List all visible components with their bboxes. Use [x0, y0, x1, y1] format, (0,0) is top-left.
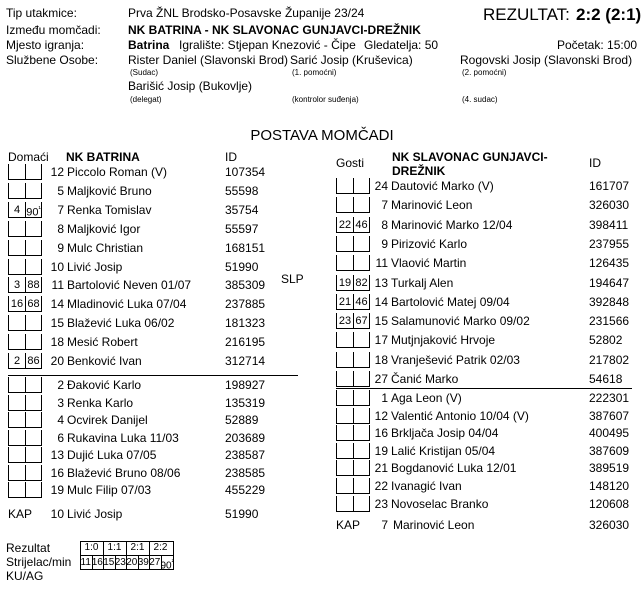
away-starter-cell-a: 21: [336, 294, 353, 310]
away-starter-id: 194647: [589, 275, 630, 290]
mjesto-value: Batrina: [128, 38, 170, 52]
home-starter-cell-a: [8, 183, 25, 199]
away-sub-number: 22: [374, 479, 388, 493]
away-starter-number: 13: [374, 275, 388, 290]
home-sub-name: Ocvirek Danijel: [67, 413, 148, 427]
bottom-rezultat-label: Rezultat: [6, 541, 51, 555]
away-sub-cell-a: [336, 460, 353, 476]
home-starter-id: 312714: [225, 354, 266, 368]
away-sub-id: 222301: [589, 391, 630, 405]
home-starter-name: Livić Josip: [67, 259, 123, 274]
away-sub-cell-a: [336, 425, 353, 441]
away-starter-id: 161707: [589, 179, 630, 193]
away-starter-number: 24: [374, 179, 388, 193]
sudac-name: Rister Daniel (Slavonski Brod): [128, 53, 289, 67]
away-starter-cell-b: 46: [353, 217, 370, 233]
home-sub-number: 6: [57, 430, 64, 445]
home-sub-cell-a: [8, 377, 25, 393]
away-kap-label: KAP: [336, 518, 361, 532]
rezultat-label: REZULTAT:: [483, 5, 570, 24]
away-starter-name: Marinović Marko 12/04: [391, 217, 513, 232]
home-starter-name: Benković Ivan: [67, 354, 142, 368]
gledatelja: Gledatelja: 50: [364, 38, 439, 52]
away-starter-cell-a: [336, 255, 353, 271]
away-starter-cell-a: [336, 332, 353, 348]
away-sub-name: Novoselac Branko: [391, 496, 489, 511]
home-starter-id: 55598: [225, 183, 259, 198]
home-kap-label: KAP: [8, 507, 33, 521]
away-starter-cell-b: 46: [353, 294, 370, 310]
home-starter-name: Mladinović Luka 07/04: [67, 297, 187, 312]
rezultat-value: 2:2 (2:1): [576, 5, 642, 24]
away-kap-id: 326030: [589, 518, 630, 532]
delegat-role: (delegat): [130, 95, 162, 104]
away-sub-number: 23: [374, 496, 388, 511]
home-sub-cell-a: [8, 430, 25, 446]
home-sub-number: 13: [50, 448, 64, 462]
away-starter-id: 398411: [589, 217, 629, 232]
away-starter-cell-a: 23: [336, 313, 353, 329]
away-starter-id: 231566: [589, 314, 630, 329]
home-starter-cell-a: 4: [8, 202, 25, 218]
away-starter-id: 392848: [589, 294, 630, 309]
away-starter-id: 326030: [589, 198, 630, 213]
away-id-label: ID: [589, 156, 601, 170]
away-starter-name: Dautović Marko (V): [391, 179, 494, 193]
home-sub-id: 135319: [225, 395, 266, 410]
home-starter-name: Blažević Luka 06/02: [67, 316, 175, 331]
igraliste: Igralište: Stjepan Knezović - Čipe: [179, 38, 356, 52]
away-starter-name: Bartolović Matej 09/04: [391, 294, 510, 309]
home-starter-cell-a: 2: [8, 353, 25, 369]
home-starter-cell-b: $90^{^1}$: [25, 202, 42, 218]
scorer-col-line: [92, 555, 93, 569]
home-sub-cell-a: [8, 482, 25, 498]
home-starter-number: 7: [57, 202, 64, 217]
home-starter-name: Maljković Bruno: [67, 183, 152, 198]
home-starter-cell-b: 88: [25, 277, 42, 293]
sudac4-role: (4. sudac): [462, 95, 498, 104]
away-starter-cell-a: [336, 197, 353, 213]
pocetak: Početak: 15:00: [557, 38, 638, 52]
home-starter-cell-a: [8, 315, 25, 331]
home-sub-name: Renka Karlo: [67, 395, 134, 410]
away-starter-cell-b: 82: [353, 275, 370, 291]
home-kap-num: 10: [50, 507, 64, 521]
home-starter-number: 20: [50, 354, 64, 368]
away-sub-id: 387609: [589, 443, 630, 458]
home-starter-id: 237885: [225, 297, 266, 312]
score-cell: 1:1: [107, 542, 122, 553]
away-sub-number: 1: [381, 391, 388, 405]
delegat-name: Barišić Josip (Bukovlje): [128, 79, 253, 93]
away-sub-cell-a: [336, 478, 353, 494]
home-starter-id: 35754: [225, 202, 259, 217]
away-starter-name: Vlaović Martin: [391, 256, 467, 271]
home-starter-cell-b: 86: [25, 353, 42, 369]
home-starter-number: 12: [50, 165, 64, 179]
home-starter-number: 14: [50, 297, 64, 312]
away-starter-number: 14: [374, 294, 388, 309]
away-sub-cell-a: [336, 496, 353, 512]
home-starter-number: 15: [50, 316, 64, 331]
away-starter-cell-a: [336, 236, 353, 252]
home-sub-number: 3: [57, 395, 64, 410]
home-starter-number: 11: [51, 278, 64, 293]
away-sub-cell-a: [336, 443, 353, 459]
home-starter-name: Renka Tomislav: [67, 202, 152, 217]
away-starter-number: 18: [374, 352, 388, 367]
away-sub-number: 19: [374, 443, 388, 458]
home-starter-cell-a: 16: [8, 296, 25, 312]
home-starter-cell-a: [8, 221, 25, 237]
home-starter-id: 168151: [225, 240, 266, 255]
pomocni1-name: Sarić Josip (Kruševica): [290, 53, 413, 67]
away-starter-cell-a: 19: [336, 275, 353, 291]
away-starter-number: 17: [374, 333, 388, 348]
away-starter-name: Čanić Marko: [391, 372, 459, 386]
scorer-minute-cell: 16: [91, 557, 103, 568]
away-sub-number: 21: [374, 461, 388, 476]
home-starter-number: 9: [57, 240, 64, 255]
scorer-col-line: [161, 555, 162, 569]
home-sub-id: 238585: [225, 465, 266, 480]
home-starter-number: 8: [57, 221, 64, 236]
home-starter-cell-b: 68: [25, 296, 42, 312]
away-starter-cell-a: 22: [336, 217, 353, 233]
away-starter-name: Marinović Leon: [391, 198, 473, 213]
away-starter-id: 52802: [589, 333, 623, 348]
home-starter-name: Bartolović Neven 01/07: [67, 278, 192, 293]
home-side-label: Domaći: [8, 150, 49, 164]
home-separator: [8, 375, 298, 376]
home-starter-number: 5: [57, 183, 64, 198]
away-starter-cell-b: 67: [353, 313, 370, 329]
away-starter-cell-a: [336, 371, 353, 387]
home-starter-id: 385309: [225, 278, 266, 293]
izmedju-value: NK BATRINA - NK SLAVONAC GUNJAVCI-DREŽNIK: [128, 23, 421, 37]
home-starter-name: Piccolo Roman (V): [67, 165, 168, 179]
home-sub-id: 52889: [225, 413, 259, 427]
home-sub-name: Rukavina Luka 11/03: [67, 430, 179, 445]
home-starter-id: 216195: [225, 335, 266, 350]
away-starter-id: 237955: [589, 236, 630, 251]
home-sub-name: Dujić Luka 07/05: [67, 448, 157, 462]
home-starter-name: Mesić Robert: [67, 335, 138, 350]
away-sub-id: 389519: [589, 461, 630, 476]
home-sub-id: 238587: [225, 448, 266, 462]
bottom-strijelac-label: Strijelac/min: [6, 555, 72, 569]
away-kap-name: Marinović Leon: [393, 518, 475, 532]
home-sub-number: 16: [50, 465, 64, 480]
away-starter-id: 126435: [589, 256, 630, 271]
away-sub-cell-a: [336, 408, 353, 424]
away-sub-id: 400495: [589, 426, 630, 441]
postava-title: POSTAVA MOMČADI: [250, 127, 394, 144]
tip-label: Tip utakmice:: [6, 6, 77, 20]
home-sub-number: 2: [57, 378, 64, 392]
scorer-col-line: [138, 555, 139, 569]
home-sub-cell-a: [8, 447, 25, 463]
home-starter-name: Maljković Igor: [67, 221, 141, 236]
home-starter-number: 10: [50, 259, 64, 274]
home-starter-cell-a: [8, 259, 25, 275]
pomocni2-role: (2. pomoćni): [462, 68, 507, 77]
away-separator: [336, 388, 632, 389]
away-sub-cell-a: [336, 390, 353, 406]
away-starter-name: Mutjnjaković Hrvoje: [391, 333, 496, 348]
home-kap-id: 51990: [225, 507, 259, 521]
away-starter-id: 217802: [589, 352, 630, 367]
score-cell: 2:2: [153, 542, 168, 553]
home-kap-name: Livić Josip: [67, 507, 123, 521]
away-starter-name: Salamunović Marko 09/02: [391, 314, 530, 329]
home-sub-id: 198927: [225, 378, 266, 392]
home-starter-number: 18: [50, 335, 64, 350]
away-starter-number: 8: [381, 217, 388, 232]
sluzbene-label: Službene Osobe:: [6, 53, 99, 67]
scorer-col-line: [115, 555, 116, 569]
away-sub-name: Aga Leon (V): [391, 391, 462, 405]
away-sub-name: Bogdanović Luka 12/01: [391, 461, 517, 476]
home-starter-cell-a: [8, 240, 25, 256]
away-sub-id: 120608: [589, 496, 630, 511]
bottom-kuag-label: KU/AG: [6, 569, 44, 583]
izmedju-label: Između momčadi:: [6, 23, 101, 37]
home-sub-cell-a: [8, 412, 25, 428]
away-starter-cell-a: [336, 352, 353, 368]
tip-value: Prva ŽNL Brodsko-Posavske Županije 23/24: [128, 6, 365, 20]
scorer-minute-cell: 23: [114, 557, 126, 568]
away-starter-number: 11: [375, 256, 388, 271]
home-starter-cell-a: [8, 334, 25, 350]
away-sub-name: Valentić Antonio 10/04 (V): [391, 408, 529, 423]
home-sub-cell-a: [8, 395, 25, 411]
away-sub-id: 148120: [589, 479, 630, 493]
away-team-line1: NK SLAVONAC GUNJAVCI-: [392, 150, 548, 164]
away-sub-name: Ivanagić Ivan: [391, 479, 462, 493]
away-starter-number: 15: [374, 314, 388, 329]
home-sub-name: Blažević Bruno 08/06: [67, 465, 181, 480]
home-starter-id: 107354: [225, 165, 266, 179]
home-starter-id: 181323: [225, 316, 266, 331]
score-cell: 1:0: [84, 542, 99, 553]
away-sub-name: Lalić Kristijan 05/04: [391, 443, 496, 458]
home-sub-cell-a: [8, 465, 25, 481]
home-team-name: NK BATRINA: [66, 150, 140, 164]
home-sub-name: Đaković Karlo: [67, 378, 142, 392]
scorer-minute-cell: 11: [80, 557, 91, 568]
scorer-minute-cell: 27: [149, 557, 161, 568]
scorer-minute-cell: $90^{^2}$: [160, 559, 174, 572]
away-starter-number: 27: [374, 372, 388, 386]
away-side-label: Gosti: [336, 156, 365, 170]
away-starter-name: Vranješević Patrik 02/03: [391, 352, 520, 367]
home-sub-id: 455229: [225, 483, 266, 497]
away-sub-id: 387607: [589, 408, 630, 423]
away-sub-name: Brkljača Josip 04/04: [391, 426, 499, 441]
home-starter-id: 51990: [225, 259, 259, 274]
home-sub-id: 203689: [225, 430, 266, 445]
away-sub-number: 12: [374, 408, 388, 423]
home-id-label: ID: [225, 150, 237, 164]
away-starter-name: Turkalj Alen: [391, 275, 454, 290]
pomocni1-role: (1. pomoćni): [292, 68, 337, 77]
home-sub-number: 19: [50, 483, 64, 497]
home-starter-name: Mulc Christian: [67, 240, 144, 255]
scorer-minute-cell: 15: [103, 557, 115, 568]
away-starter-number: 9: [381, 236, 388, 251]
away-starter-name: Pirizović Karlo: [391, 236, 468, 251]
home-sub-name: Mulc Filip 07/03: [67, 483, 152, 497]
scorer-minute-cell: 39: [137, 557, 149, 568]
home-sub-number: 4: [57, 413, 64, 427]
sudac-role: (Sudac): [130, 68, 159, 77]
away-sub-number: 16: [374, 426, 388, 441]
away-starter-number: 7: [381, 198, 388, 213]
home-starter-cell-a: [8, 164, 25, 180]
away-team-line2: DREŽNIK: [392, 164, 446, 178]
away-starter-cell-a: [336, 178, 353, 194]
kontrolor-role: (kontrolor suđenja): [292, 95, 359, 104]
mjesto-label: Mjesto igranja:: [6, 38, 85, 52]
away-starter-id: 54618: [589, 372, 623, 386]
home-starter-id: 55597: [225, 221, 259, 236]
home-slp: SLP: [281, 272, 304, 286]
score-cell: 2:1: [130, 542, 145, 553]
away-kap-num: 7: [381, 518, 388, 532]
scorer-minute-cell: 20: [126, 557, 138, 568]
pomocni2-name: Rogovski Josip (Slavonski Brod): [460, 53, 633, 67]
home-starter-cell-a: 3: [8, 277, 25, 293]
